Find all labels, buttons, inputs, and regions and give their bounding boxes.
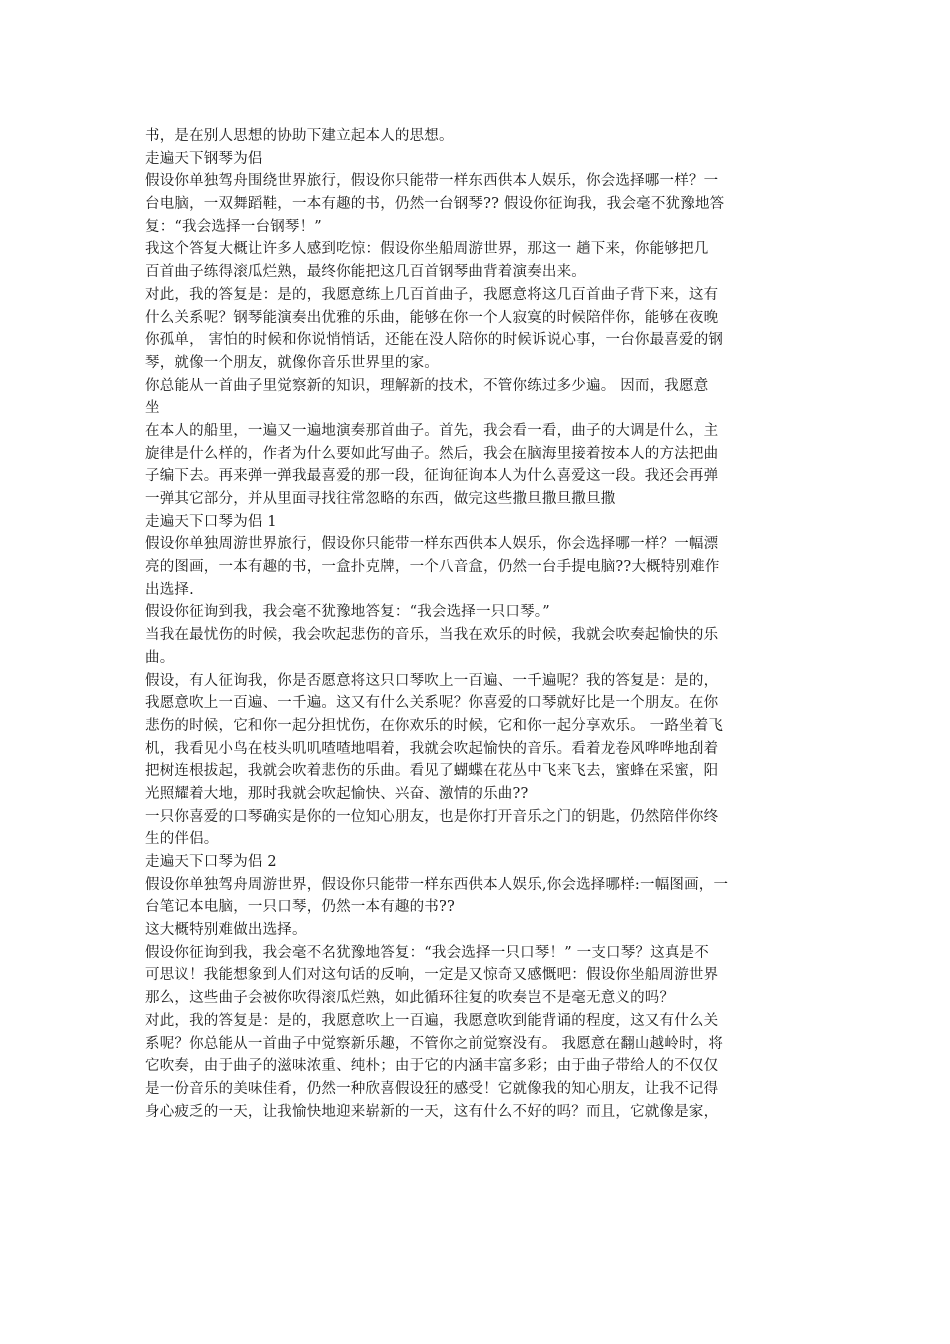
text-line: 当我在最忧伤的时候，我会吹起悲伤的音乐，当我在欢乐的时候，我就会吹奏起愉快的乐 — [145, 627, 719, 644]
text-line: 我愿意吹上一百遍、一千遍。这又有什么关系呢？你喜爱的口琴就好比是一个朋友。在你 — [145, 695, 719, 712]
text-line: 子编下去。再来弹一弹我最喜爱的那一段，征询征询本人为什么喜爱这一段。我还会再弹 — [145, 468, 719, 485]
text-line: 它吹奏，由于曲子的滋味浓重、纯朴；由于它的内涵丰富多彩；由于曲子带给人的不仅仅 — [145, 1058, 719, 1075]
text-line: 对此，我的答复是：是的，我愿意练上几百首曲子，我愿意将这几百首曲子背下来，这有 — [145, 286, 719, 303]
text-line: 一弹其它部分，并从里面寻找往常忽略的东西，做完这些撒旦撒旦撒旦撒 — [145, 491, 616, 507]
text-line: 假设你单独周游世界旅行，假设你只能带一样东西供本人娱乐，你会选择哪一样？一幅漂 — [145, 536, 719, 553]
text-line: 假设你征询到我，我会毫不犹豫地答复：“我会选择一只口琴。” — [145, 604, 550, 621]
text-line: 悲伤的时候，它和你一起分担忧伤，在你欢乐的时候，它和你一起分享欢乐。 一路坐着飞 — [145, 717, 724, 734]
text-line: 系呢？你总能从一首曲子中觉察新乐趣，不管你之前觉察没有。 我愿意在翻山越岭时，将 — [145, 1035, 724, 1052]
text-line: 假设，有人征询我，你是否愿意将这只口琴吹上一百遍、一千遍呢？我的答复是：是的， — [145, 672, 719, 689]
text-line: 亮的图画，一本有趣的书，一盒扑克牌，一个八音盒，仍然一台手提电脑??大概特别难作 — [145, 559, 720, 576]
text-line: 百首曲子练得滚瓜烂熟，最终你能把这几百首钢琴曲背着演奏出来。 — [145, 264, 586, 281]
text-line: 复：“我会选择一台钢琴！” — [145, 218, 322, 235]
document-body — [145, 125, 810, 1123]
text-line: 可思议！我能想象到人们对这句话的反响，一定是又惊奇又感慨吧：假设你坐船周游世界 — [145, 967, 719, 984]
text-line: 一只你喜爱的口琴确实是你的一位知心朋友，也是你打开音乐之门的钥匙，仍然陪伴你终 — [145, 808, 719, 825]
text-line: 在本人的船里，一遍又一遍地演奏那首曲子。首先，我会看一看，曲子的大调是什么，主 — [145, 422, 719, 439]
text-line: 对此，我的答复是：是的，我愿意吹上一百遍，我愿意吹到能背诵的程度，这又有什么关 — [145, 1012, 719, 1029]
text-line: 曲。 — [145, 649, 175, 666]
text-line: 身心疲乏的一天，让我愉快地迎来崭新的一天，这有什么不好的吗？而且，它就像是家， — [145, 1103, 719, 1120]
text-line: 旋律是什么样的，作者为什么要如此写曲子。然后，我会在脑海里接着按本人的方法把曲 — [145, 445, 719, 462]
text-line: 走遍天下口琴为侣 2 — [145, 854, 277, 870]
text-line: 走遍天下口琴为侣 1 — [145, 513, 277, 530]
text-line: 假设你单独驾舟围绕世界旅行，假设你只能带一样东西供本人娱乐，你会选择哪一样？一 — [145, 173, 719, 190]
text-line: 我这个答复大概让许多人感到吃惊：假设你坐船周游世界，那这一 趟下来，你能够把几 — [145, 241, 709, 258]
text-line: 这大概特别难做出选择。 — [145, 922, 307, 939]
text-line: 书，是在别人思想的协助下建立起本人的思想。 — [145, 128, 454, 144]
text-line: 机，我看见小鸟在枝头叽叽喳喳地唱着，我就会吹起愉快的音乐。看着龙卷风哗哗地刮着 — [145, 740, 719, 757]
text-line: 假设你征询到我，我会毫不名犹豫地答复：“我会选择一只口琴！” 一支口琴？这真是不 — [145, 944, 709, 961]
text-line: 坐 — [145, 400, 160, 417]
text-line: 生的伴侣。 — [145, 831, 219, 848]
text-line: 台电脑，一双舞蹈鞋，一本有趣的书，仍然一台钢琴?? 假设你征询我，我会毫不犹豫地答 — [145, 196, 725, 213]
text-line: 什么关系呢？钢琴能演奏出优雅的乐曲，能够在你一个人寂寞的时候陪伴你，能够在夜晚 — [145, 309, 719, 326]
text-line: 是一份音乐的美味佳肴，仍然一种欣喜假设狂的感受！它就像我的知心朋友，让我不记得 — [145, 1080, 719, 1097]
text-line: 台笔记本电脑，一只口琴，仍然一本有趣的书?? — [145, 899, 455, 916]
text-line: 琴，就像一个朋友，就像你音乐世界里的家。 — [145, 354, 439, 371]
text-line: 走遍天下钢琴为侣 — [145, 150, 263, 167]
text-line: 把树连根拔起，我就会吹着悲伤的乐曲。看见了蝴蝶在花丛中飞来飞去，蜜蜂在采蜜，阳 — [145, 763, 719, 780]
text-line: 光照耀着大地，那时我就会吹起愉快、兴奋、激情的乐曲?? — [145, 785, 529, 802]
text-line: 那么，这些曲子会被你吹得滚瓜烂熟，如此循环往复的吹奏岂不是毫无意义的吗？ — [145, 990, 675, 1007]
text-line: 假设你单独驾舟周游世界，假设你只能带一样东西供本人娱乐,你会选择哪样:一幅图画，一 — [145, 876, 729, 893]
text-line: 你总能从一首曲子里觉察新的知识，理解新的技术，不管你练过多少遍。 因而，我愿意 — [145, 377, 709, 394]
text-line: 出选择. — [145, 581, 194, 598]
text-line: 你孤单， 害怕的时候和你说悄悄话，还能在没人陪你的时候诉说心事，一台你最喜爱的钢 — [145, 332, 724, 349]
